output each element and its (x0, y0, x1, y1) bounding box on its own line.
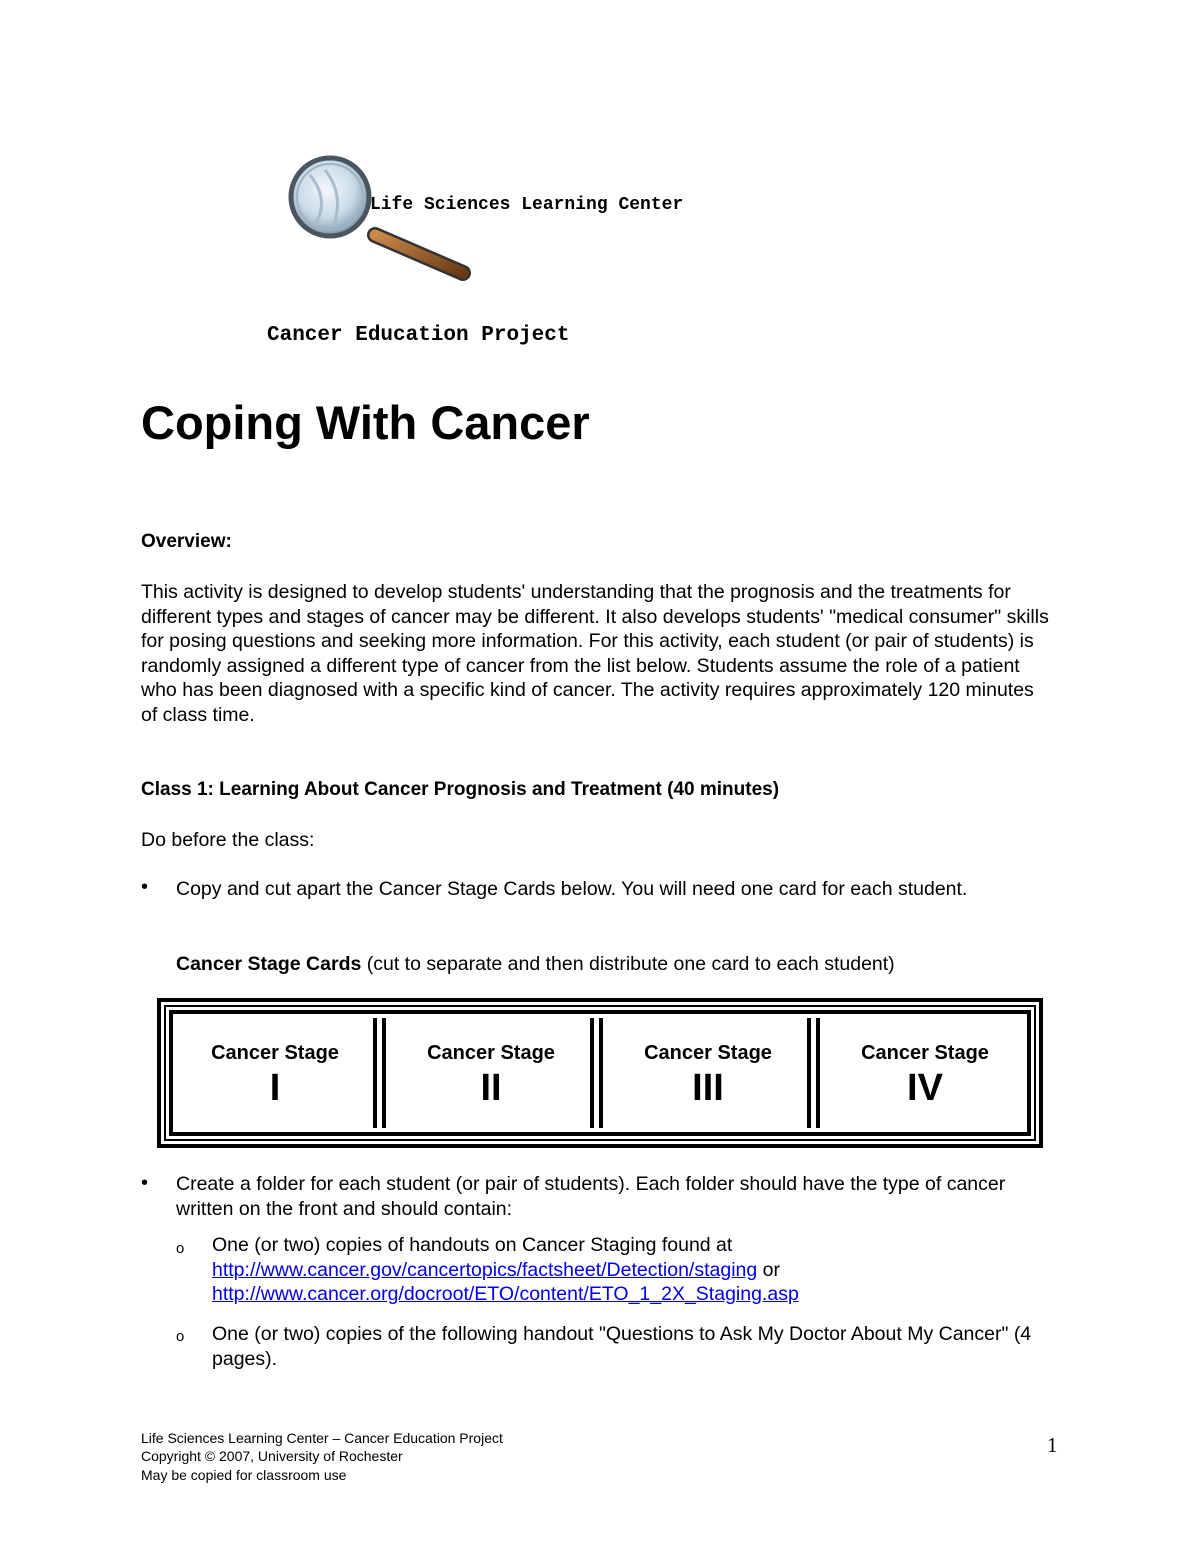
bullet-marker: • (141, 1172, 149, 1194)
cards-caption (176, 952, 895, 977)
cards-caption-rest: (cut to separate and then distribute one card to each student) (361, 953, 895, 975)
overview-heading: Overview: (141, 531, 232, 552)
logo-text: Life Sciences Learning Center (370, 195, 684, 215)
footer-line-2: Copyright © 2007, University of Rochester (141, 1448, 403, 1465)
card-3-stage: III (692, 1067, 724, 1109)
cancer-stage-cards (157, 998, 1043, 1148)
footer-line-3: May be copied for classroom use (141, 1466, 347, 1483)
staging-link-cancer-org[interactable]: http://www.cancer.org/docroot/ETO/content/ETO_1_2X_Staging.asp (212, 1283, 799, 1306)
card-1-label: Cancer Stage (211, 1042, 339, 1064)
card-3-label: Cancer Stage (644, 1042, 772, 1064)
sub-bullet-handouts (212, 1233, 1032, 1307)
card-4-label: Cancer Stage (861, 1042, 989, 1064)
card-2-label: Cancer Stage (427, 1042, 555, 1064)
page-number: 1 (1047, 1433, 1058, 1457)
magnifier-logo-icon (285, 155, 685, 295)
sub-bullet-questions: One (or two) copies of the following handout "Questions to Ask My Doctor About My Cancer" (4 pages). (212, 1323, 1032, 1370)
footer-line-1: Life Sciences Learning Center – Cancer Education Project (141, 1430, 503, 1446)
page-title: Coping With Cancer (141, 396, 590, 449)
sub-bullet-handouts-text: One (or two) copies of handouts on Cancer Staging found at (212, 1234, 733, 1256)
bullet-copy-cards: Copy and cut apart the Cancer Stage Cards below. You will need one card for each student. (176, 878, 968, 900)
sub-bullet-marker: o (176, 1240, 185, 1257)
link-or-text: or (757, 1258, 780, 1281)
before-class-text: Do before the class: (141, 829, 315, 851)
card-1-stage: I (269, 1067, 281, 1109)
cards-caption-bold: Cancer Stage Cards (176, 953, 362, 975)
card-2-stage: II (480, 1067, 502, 1109)
card-4-stage: IV (907, 1067, 943, 1109)
project-name: Cancer Education Project (267, 324, 570, 347)
footer (141, 1429, 503, 1484)
staging-link-cancer-gov[interactable]: http://www.cancer.gov/cancertopics/factsheet/Detection/staging (212, 1258, 758, 1281)
bullet-create-folder: Create a folder for each student (or pair of students). Each folder should have the type of cancer written on the front and should contain: (176, 1173, 1006, 1220)
logo (285, 155, 685, 295)
sub-bullet-marker: o (176, 1328, 185, 1345)
bullet-marker: • (141, 876, 149, 898)
class1-heading: Class 1: Learning About Cancer Prognosis and Treatment (40 minutes) (141, 779, 780, 800)
overview-paragraph: This activity is designed to develop students' understanding that the prognosis and the treatments for different types and stages of cancer may be different. It also develops students' "medical consumer" skills for posing questions and seeking more information. For this activity, each student (or pair of students) is randomly assigned a different type of cancer from the list below. Students assume the role of a patient who has been diagnosed with a specific kind of cancer. The activity requires approximately 120 minutes of class time. (141, 581, 1049, 726)
